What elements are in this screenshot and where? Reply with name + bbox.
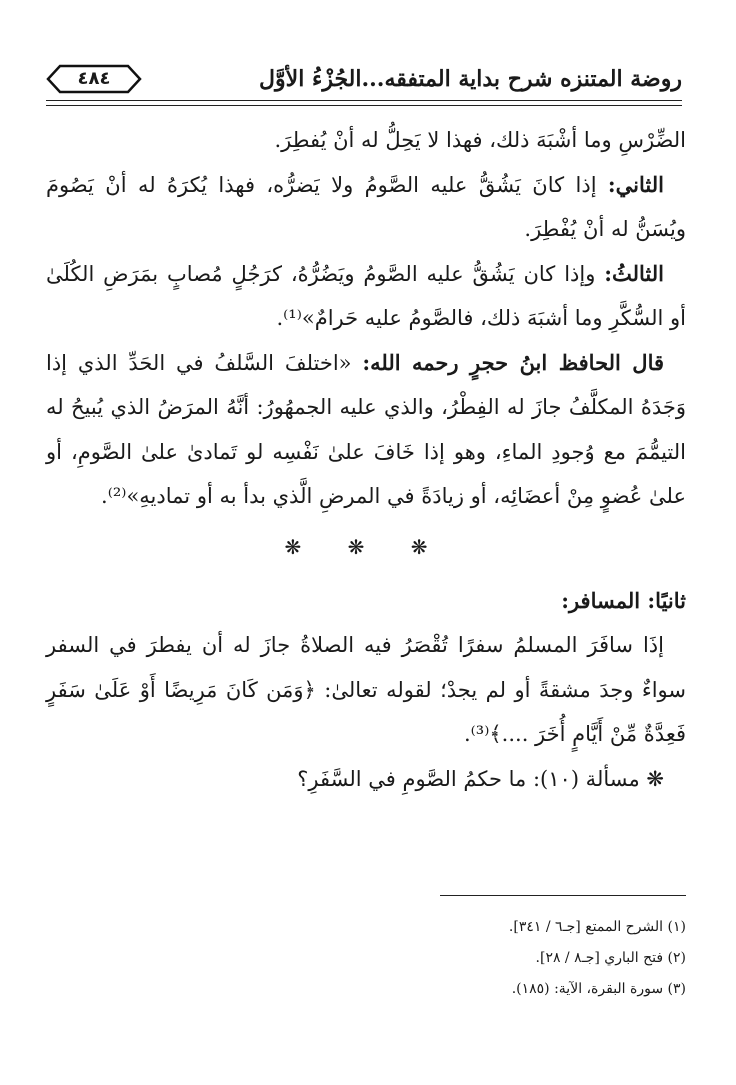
footnote-2: (٢) فتح الباري [جـ٨ / ٢٨]. (535, 950, 686, 966)
header-divider (46, 100, 682, 106)
main-text (46, 118, 686, 801)
paragraph-3-label: الثالثُ: (604, 260, 664, 286)
section-separator: ❋ ❋ ❋ (284, 534, 448, 559)
page-number: ٤٨٤ (77, 68, 111, 89)
paragraph-6: ❋ مسألة (١٠): ما حكمُ الصَّومِ في السَّفَرِ؟ (297, 766, 664, 791)
page-header (46, 62, 682, 102)
section-title: ثانيًا: المسافر: (561, 587, 686, 613)
paragraph-3 (46, 252, 686, 341)
page-number-badge (46, 64, 142, 94)
footnote-divider (440, 895, 686, 896)
paragraph-5: إذَا سافَرَ المسلمُ سفرًا تُقْصَرُ فيه الصلاةُ جازَ له أن يفطرَ في السفر سواءٌ وجدَ مشقةً أو لم يجدْ؛ لقوله تعالىٰ: ﴿وَمَن كَانَ مَرِيضًا أَوْ عَلَىٰ سَفَرٍ فَعِدَّةٌ مِّنْ أَيَّامٍ أُخَرَ ....﴾⁽³⁾. (46, 633, 686, 746)
paragraph-2 (46, 163, 686, 252)
running-title: روضة المتنزه شرح بداية المتفقه...الجُزْءُ الأوَّل (259, 66, 682, 92)
footnote-1: (١) الشرح الممتع [جـ٦ / ٣٤١]. (508, 919, 686, 935)
footnotes (46, 912, 686, 1005)
paragraph-2-label: الثاني: (607, 171, 664, 197)
paragraph-4-text: «اختلفَ السَّلفُ في الحَدِّ الذي إذا وَجَدَهُ المكلَّفُ جازَ له الفِطْرُ، والذي عليه الجمهُورُ: أنَّهُ المرَضُ الذي يُبيحُ له التيمُّمَ مع وُجودِ الماءِ، وهو إذا خَافَ علىٰ نَفْسِه لو تَمادىٰ علىٰ الصَّومِ، أو علىٰ عُضوٍ مِنْ أعضَائِه، أو زيادَةً في المرضِ الَّذي بدأ به أو تماديهِ»⁽²⁾. (46, 350, 686, 508)
paragraph-3-text: وإذا كان يَشُقُّ عليه الصَّومُ ويَضُرُّهُ، كرَجُلٍ مُصابٍ بمَرَضِ الكُلَىٰ أو السُّكَّرِ وما أشبَهَ ذلك، فالصَّومُ عليه حَرامٌ»⁽¹⁾. (46, 261, 686, 330)
footnote-3: (٣) سورة البقرة، الآية: (١٨٥). (511, 981, 686, 997)
paragraph-4-label: قال الحافظ ابنُ حجرٍ رحمه الله: (362, 349, 665, 375)
paragraph-4 (46, 341, 686, 519)
paragraph-1: الضِّرْسِ وما أشْبَهَ ذلك، فهذا لا يَحِلُّ له أنْ يُفطِرَ. (274, 128, 686, 152)
paragraph-2-text: إذا كانَ يَشُقُّ عليه الصَّومُ ولا يَضرُّه، فهذا يُكرَهُ له أنْ يَصُومَ ويُسَنُّ له أنْ يُفْطِرَ. (46, 172, 686, 241)
